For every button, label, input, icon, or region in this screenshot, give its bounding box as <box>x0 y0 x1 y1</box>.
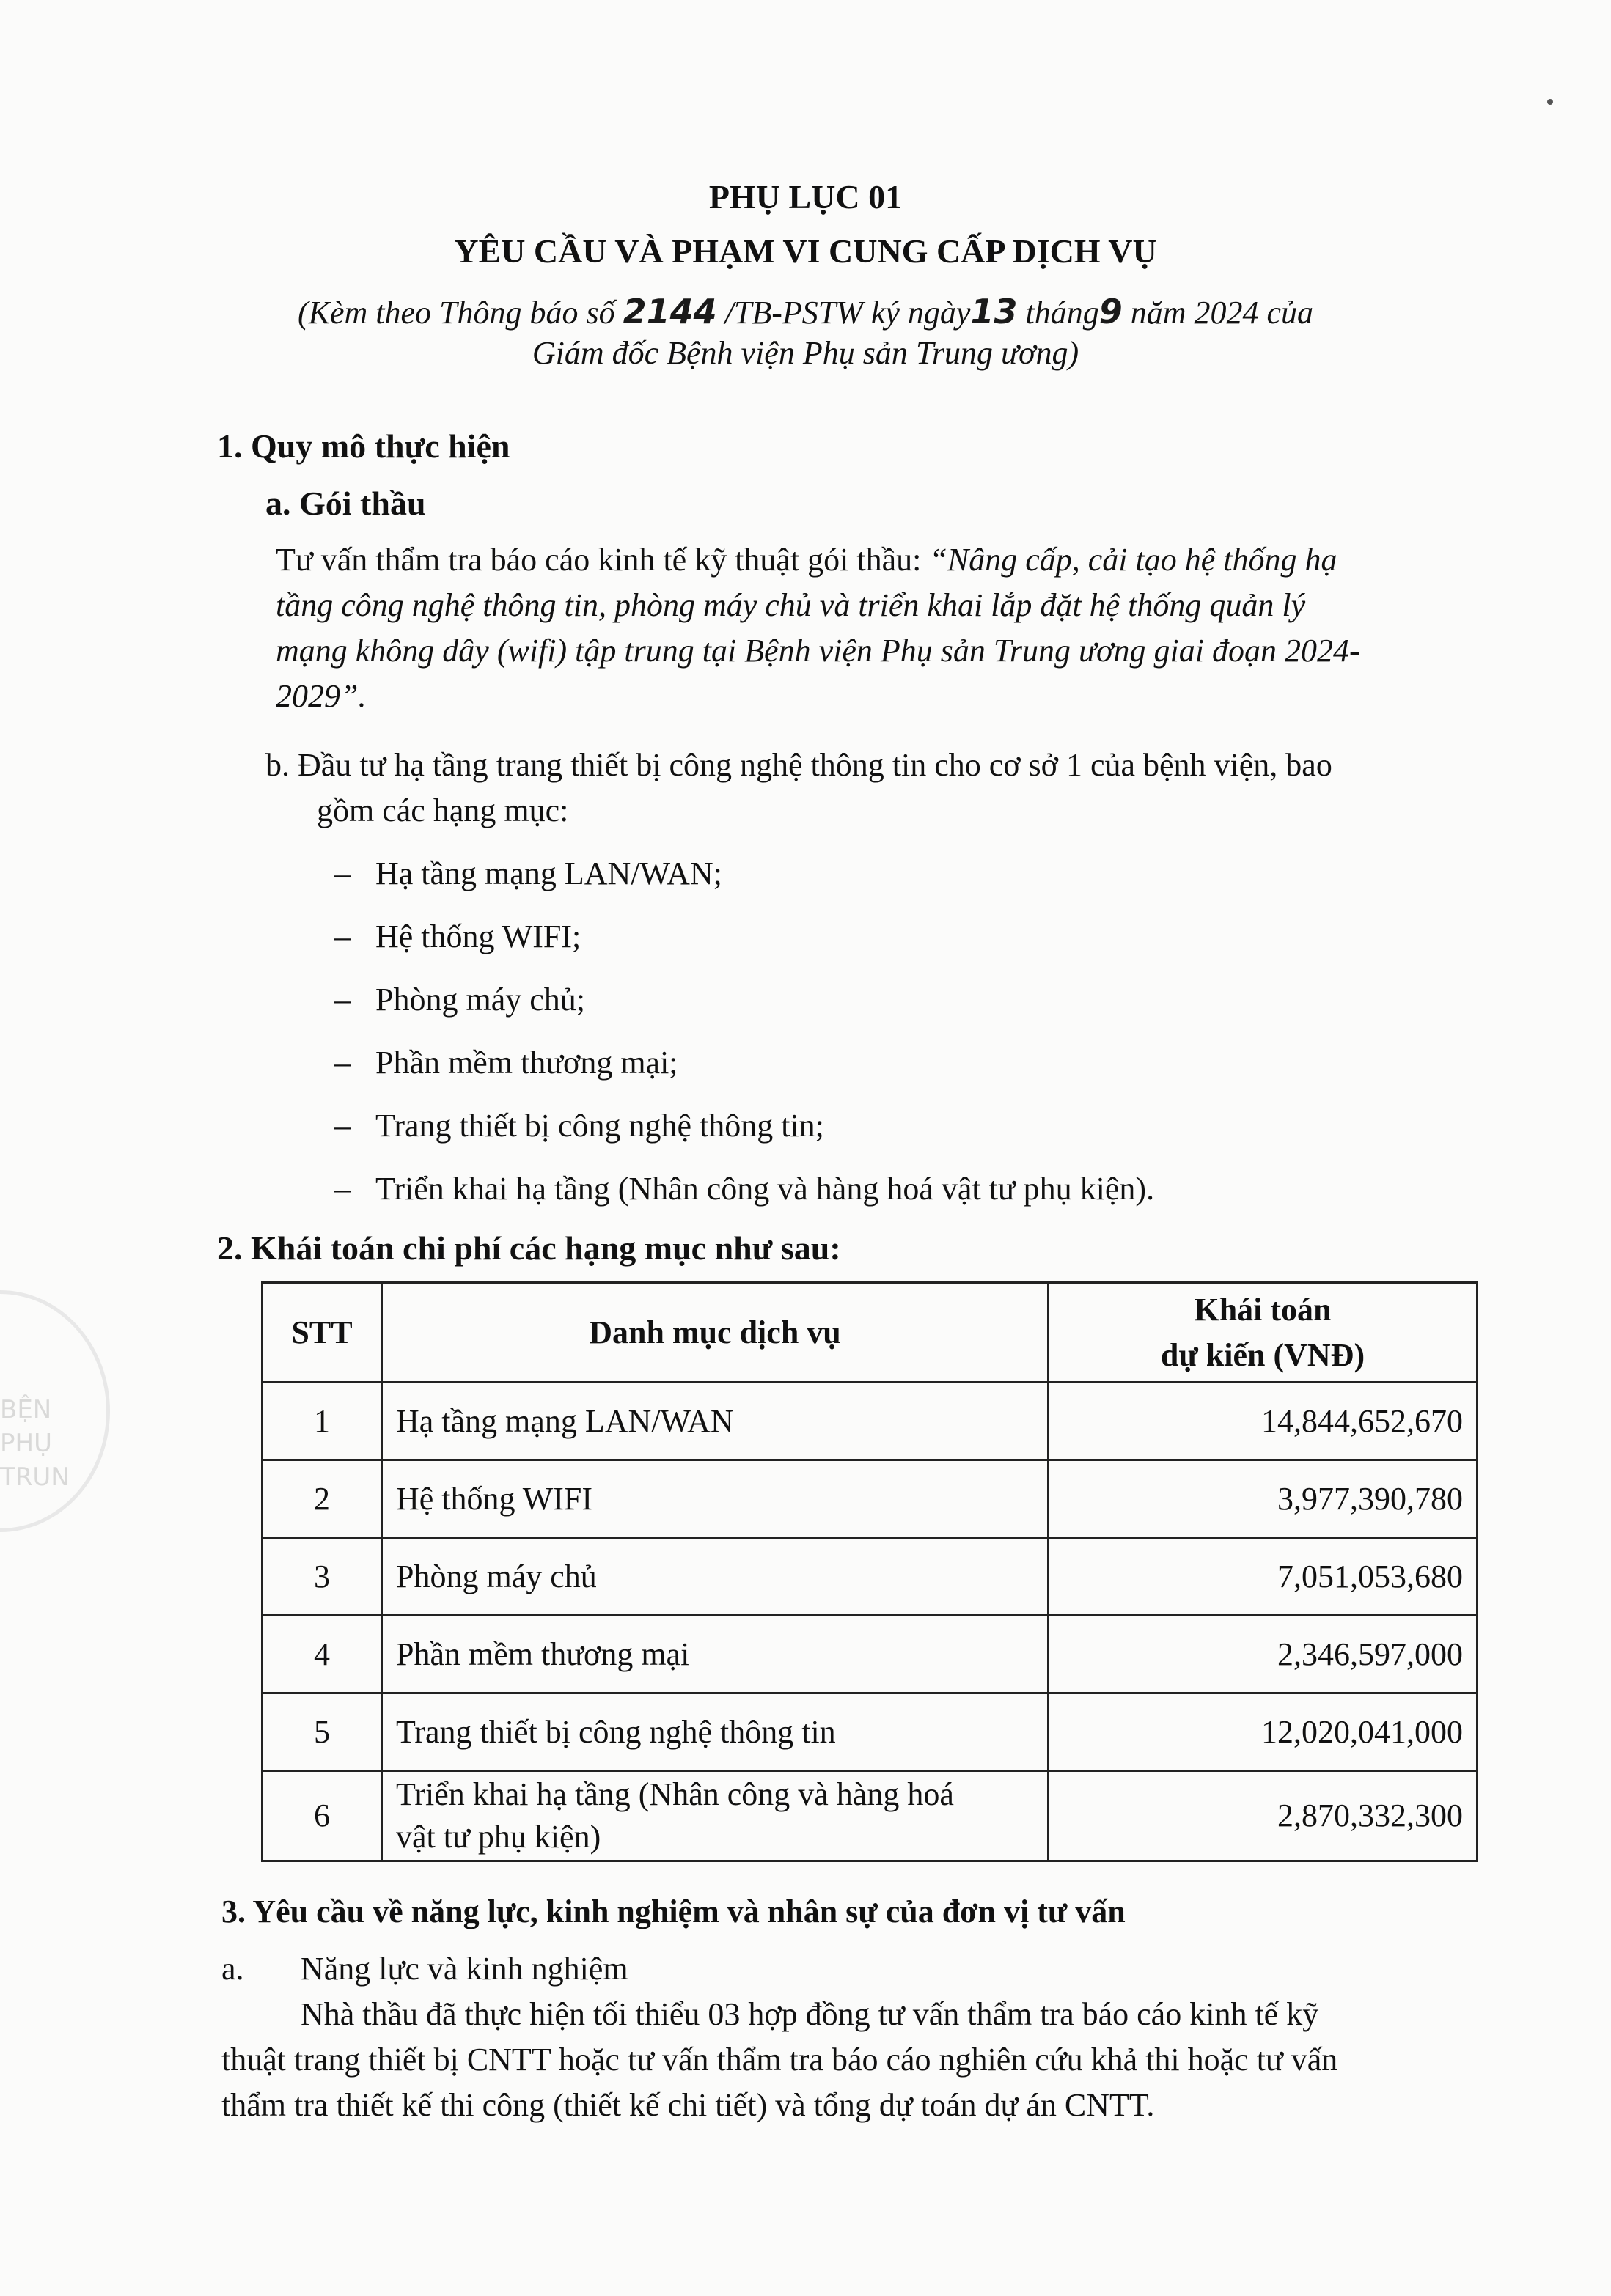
section1b-text-line1: b. Đầu tư hạ tầng trang thiết bị công nghệ thông tin cho cơ sở 1 của bệnh viện, bao <box>265 747 1332 783</box>
appendix-subtitle: YÊU CẦU VÀ PHẠM VI CUNG CẤP DỊCH VỤ <box>454 232 1157 270</box>
list-item: – Phần mềm thương mại; <box>334 1045 678 1081</box>
cell-value: 2,346,597,000 <box>1049 1616 1478 1693</box>
table-row <box>263 1616 1478 1693</box>
section3a-paragraph-line1: Nhà thầu đã thực hiện tối thiểu 03 hợp đồng tư vấn thẩm tra báo cáo kinh tế kỹ <box>301 1996 1319 2032</box>
table-row <box>263 1460 1478 1538</box>
cell-service: Phần mềm thương mại <box>382 1616 1049 1693</box>
col-header-service: Danh mục dịch vụ <box>382 1283 1049 1383</box>
section3a-paragraph-line3: thẩm tra thiết kế thi công (thiết kế chi tiết) và tổng dự toán dự án CNTT. <box>221 2087 1155 2123</box>
handwritten-number: 2144 <box>623 292 717 331</box>
list-item: – Hạ tầng mạng LAN/WAN; <box>334 856 722 891</box>
cell-stt: 3 <box>263 1538 382 1616</box>
appendix-title: PHỤ LỤC 01 <box>708 178 903 216</box>
table-row <box>263 1693 1478 1771</box>
list-item: – Hệ thống WIFI; <box>334 919 581 954</box>
cell-service: Phòng máy chủ <box>382 1538 1049 1616</box>
cell-stt: 2 <box>263 1460 382 1538</box>
section1a-text-line3: mạng không dây (wifi) tập trung tại Bệnh viện Phụ sản Trung ương giai đoạn 2024- <box>276 633 1360 669</box>
cell-stt: 1 <box>263 1383 382 1460</box>
section1b-text-line2: gồm các hạng mục: <box>317 792 569 828</box>
handwritten-month: 9 <box>1098 292 1123 331</box>
col-header-estimate: Khái toán dự kiến (VNĐ) <box>1049 1283 1478 1383</box>
cell-stt: 5 <box>263 1693 382 1771</box>
section3-heading: 3. Yêu cầu về năng lực, kinh nghiệm và nhân sự của đơn vị tư vấn <box>221 1894 1126 1929</box>
cell-value: 14,844,652,670 <box>1049 1383 1478 1460</box>
section1a-text-line2: tầng công nghệ thông tin, phòng máy chủ và triển khai lắp đặt hệ thống quản lý <box>276 587 1306 623</box>
section1-heading: 1. Quy mô thực hiện <box>217 427 510 465</box>
section3a-label: a. <box>221 1951 244 1987</box>
cell-service: Trang thiết bị công nghệ thông tin <box>382 1693 1049 1771</box>
attachment-note-line2: Giám đốc Bệnh viện Phụ sản Trung ương) <box>532 335 1079 371</box>
list-item: – Triển khai hạ tầng (Nhân công và hàng hoá vật tư phụ kiện). <box>334 1171 1155 1207</box>
section3a-paragraph-line2: thuật trang thiết bị CNTT hoặc tư vấn thẩm tra báo cáo nghiên cứu khả thi hoặc tư vấn <box>221 2042 1338 2078</box>
table-row <box>263 1538 1478 1616</box>
table-row <box>263 1383 1478 1460</box>
col-header-stt: STT <box>263 1283 382 1383</box>
stamp-text: BỆN PHỤ TRUN <box>0 1395 70 1492</box>
cell-stt: 4 <box>263 1616 382 1693</box>
cell-service: Triển khai hạ tầng (Nhân công và hàng hoá vật tư phụ kiện) <box>382 1771 1049 1861</box>
cell-service: Hạ tầng mạng LAN/WAN <box>382 1383 1049 1460</box>
section2-heading: 2. Khái toán chi phí các hạng mục như sau: <box>217 1229 841 1267</box>
cell-value: 7,051,053,680 <box>1049 1538 1478 1616</box>
cost-estimate-table <box>261 1281 1478 1862</box>
cell-value: 2,870,332,300 <box>1049 1771 1478 1861</box>
table-header-row <box>263 1283 1478 1383</box>
cell-service: Hệ thống WIFI <box>382 1460 1049 1538</box>
cell-value: 3,977,390,780 <box>1049 1460 1478 1538</box>
handwritten-day: 13 <box>970 292 1018 331</box>
cell-value: 12,020,041,000 <box>1049 1693 1478 1771</box>
list-item: – Trang thiết bị công nghệ thông tin; <box>334 1108 824 1144</box>
section1a-text-line1: Tư vấn thẩm tra báo cáo kinh tế kỹ thuật gói thầu: “Nâng cấp, cải tạo hệ thống hạ <box>276 542 1337 578</box>
cell-stt: 6 <box>263 1771 382 1861</box>
attachment-note-line1: (Kèm theo Thông báo số 2144 /TB-PSTW ký ngày13 tháng9 năm 2024 của <box>297 292 1314 331</box>
table-row <box>263 1771 1478 1861</box>
section1a-heading: a. Gói thầu <box>265 485 426 522</box>
section3a-title: Năng lực và kinh nghiệm <box>301 1951 628 1987</box>
list-item: – Phòng máy chủ; <box>334 982 585 1018</box>
scan-speck <box>1547 99 1553 105</box>
section1a-text-line4: 2029”. <box>276 678 367 714</box>
